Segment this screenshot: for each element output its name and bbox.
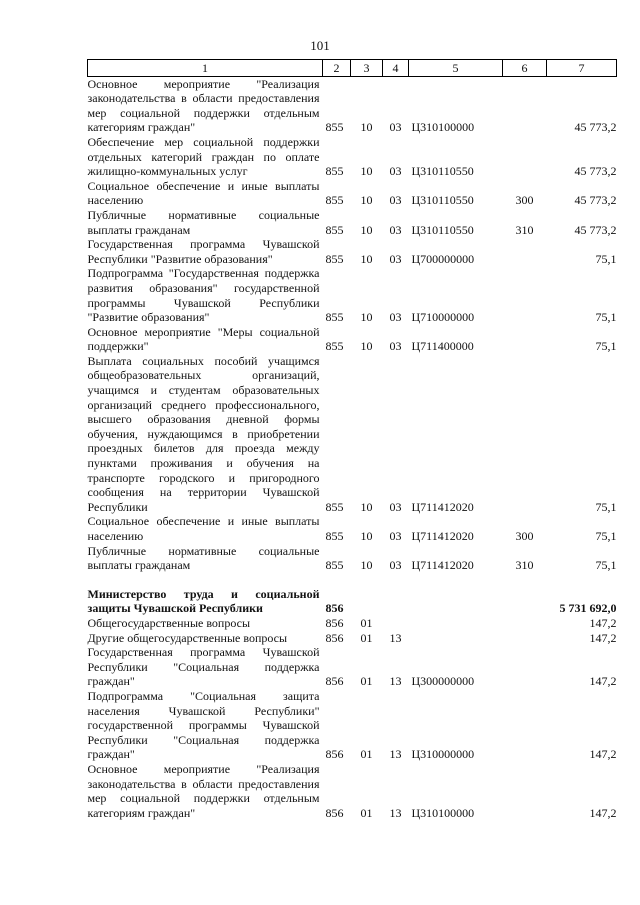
ministry-code: 855 — [325, 164, 344, 179]
section-code: 10 — [360, 222, 373, 237]
row-name: Подпрограмма "Социальная защита населения Чувашской Республики" государственной программы Чувашской Республики "Социальная поддержка граждан" — [87, 688, 320, 762]
table-row — [88, 631, 617, 646]
table-row — [88, 179, 617, 208]
subsection-code: 03 — [389, 529, 402, 543]
expense-kind — [503, 325, 547, 354]
section-code: 10 — [360, 558, 373, 573]
amount: 147,2 — [589, 674, 617, 689]
expense-kind — [503, 645, 547, 689]
ministry-code: 855 — [325, 251, 344, 266]
row-name: Обеспечение мер социальной поддержки отдельных категорий граждан по оплате жилищно-коммунальных услуг — [87, 134, 320, 179]
header-col-1: 1 — [88, 60, 323, 77]
section-code: 01 — [360, 747, 373, 762]
table-row — [88, 135, 617, 179]
ministry-code: 855 — [325, 339, 344, 354]
subsection-code: 03 — [389, 120, 402, 135]
ministry-code: 855 — [325, 310, 344, 325]
target-article: Ц700000000 — [411, 251, 475, 266]
expense-kind: 300 — [515, 529, 534, 543]
header-col-2: 2 — [323, 60, 351, 77]
ministry-code: 856 — [325, 601, 344, 616]
target-article: Ц300000000 — [411, 674, 475, 689]
expense-kind: 310 — [515, 558, 534, 573]
expense-kind — [503, 689, 547, 762]
amount: 5 731 692,0 — [559, 601, 617, 616]
section-code: 01 — [360, 630, 373, 645]
spacer-row — [88, 573, 617, 587]
table-row — [88, 689, 617, 762]
row-name: Социальное обеспечение и иные выплаты населению — [87, 514, 320, 543]
subsection-code: 03 — [389, 499, 402, 514]
expense-kind — [503, 762, 547, 820]
subsection-code: 13 — [389, 805, 402, 820]
header-col-7: 7 — [547, 60, 617, 77]
table-row — [88, 208, 617, 237]
amount: 45 773,2 — [574, 164, 617, 179]
header-col-5: 5 — [409, 60, 503, 77]
header-col-3: 3 — [351, 60, 383, 77]
amount: 147,2 — [589, 747, 617, 762]
page-number: 101 — [310, 38, 330, 53]
section-code: 10 — [360, 120, 373, 135]
table-row — [88, 354, 617, 515]
expense-kind — [503, 631, 547, 646]
ministry-code: 855 — [325, 558, 344, 573]
ministry-code: 856 — [325, 630, 344, 645]
ministry-code: 856 — [325, 805, 344, 820]
column-number-header — [88, 60, 617, 77]
subsection-code: 03 — [389, 558, 402, 573]
target-article — [409, 616, 503, 631]
row-name: Государственная программа Чувашской Республики "Социальная поддержка граждан" — [87, 645, 320, 689]
table-body — [88, 76, 617, 820]
section-code: 01 — [360, 674, 373, 689]
spacer-cell — [88, 573, 617, 587]
amount: 45 773,2 — [574, 120, 617, 135]
target-article: Ц310100000 — [411, 120, 475, 135]
subsection-code: 03 — [389, 164, 402, 179]
expense-kind: 300 — [515, 193, 534, 208]
section-code: 01 — [360, 615, 373, 630]
amount: 147,2 — [589, 805, 617, 820]
table-row — [88, 76, 617, 135]
amount: 147,2 — [589, 630, 617, 645]
subsection-code: 13 — [389, 674, 402, 689]
table-row — [88, 325, 617, 354]
section-code: 10 — [360, 339, 373, 354]
target-article: Ц711400000 — [411, 339, 474, 354]
ministry-code: 856 — [325, 747, 344, 762]
row-name: Публичные нормативные социальные выплаты гражданам — [87, 207, 320, 237]
expense-kind — [503, 76, 547, 135]
subsection-code: 13 — [389, 747, 402, 762]
amount: 45 773,2 — [574, 193, 617, 208]
target-article: Ц711412020 — [411, 529, 474, 543]
ministry-code: 856 — [325, 615, 344, 630]
row-name: Государственная программа Чувашской Республики "Развитие образования" — [87, 237, 320, 266]
ministry-code: 855 — [325, 499, 344, 514]
table-row — [88, 645, 617, 689]
ministry-code: 856 — [325, 674, 344, 689]
table-row — [88, 587, 617, 616]
subsection-code: 03 — [389, 310, 402, 325]
subsection-code: 03 — [389, 193, 402, 208]
expense-kind — [503, 616, 547, 631]
section-code: 10 — [360, 164, 373, 179]
subsection-code: 03 — [389, 339, 402, 354]
subsection-code — [383, 587, 409, 616]
table-row — [88, 762, 617, 820]
row-name: Основное мероприятие "Меры социальной поддержки" — [87, 324, 320, 354]
expense-kind — [503, 354, 547, 515]
row-name: Основное мероприятие "Реализация законодательства в области предоставления мер социальной поддержки отдельным категориям граждан" — [87, 76, 320, 135]
amount: 75,1 — [595, 558, 617, 573]
target-article: Ц310110550 — [411, 193, 474, 208]
expense-kind — [503, 266, 547, 324]
subsection-code: 03 — [389, 251, 402, 266]
ministry-code: 855 — [325, 222, 344, 237]
ministry-code: 855 — [325, 120, 344, 135]
section-code: 10 — [360, 310, 373, 325]
amount: 75,1 — [595, 499, 617, 514]
table-row — [88, 514, 617, 543]
row-name: Социальное обеспечение и иные выплаты населению — [87, 178, 320, 208]
subsection-code — [383, 616, 409, 631]
target-article: Ц310000000 — [411, 747, 475, 762]
target-article: Ц310110550 — [411, 222, 474, 237]
ministry-code: 855 — [325, 193, 344, 208]
section-code: 10 — [360, 193, 373, 208]
section-code: 10 — [360, 499, 373, 514]
row-name: Основное мероприятие "Реализация законодательства в области предоставления мер социальной поддержки отдельным категориям граждан" — [87, 761, 320, 820]
subsection-code: 13 — [389, 630, 402, 645]
expense-kind — [503, 237, 547, 266]
budget-table — [87, 59, 617, 820]
row-name: Общегосударственные вопросы — [87, 615, 251, 630]
section-code — [351, 587, 383, 616]
row-name: Подпрограмма "Государственная поддержка развития образования" государственной программы Чувашской Республики "Развитие образования" — [87, 266, 320, 325]
amount: 75,1 — [595, 339, 617, 354]
header-col-4: 4 — [383, 60, 409, 77]
target-article — [409, 631, 503, 646]
table-row — [88, 266, 617, 324]
table-row — [88, 237, 617, 266]
target-article: Ц711412020 — [411, 558, 474, 573]
expense-kind — [503, 135, 547, 179]
target-article — [409, 587, 503, 616]
section-code: 01 — [360, 805, 373, 820]
header-col-6: 6 — [503, 60, 547, 77]
table-row — [88, 616, 617, 631]
target-article: Ц710000000 — [411, 310, 475, 325]
expense-kind — [503, 587, 547, 616]
amount: 75,1 — [595, 310, 617, 325]
section-code: 10 — [360, 529, 373, 543]
target-article: Ц711412020 — [411, 499, 474, 514]
amount: 75,1 — [595, 251, 617, 266]
expense-kind: 310 — [515, 222, 534, 237]
amount: 45 773,2 — [574, 222, 617, 237]
row-name: Другие общегосударственные вопросы — [87, 630, 288, 645]
target-article: Ц310110550 — [411, 164, 474, 179]
row-name: Министерство труда и социальной защиты Чувашской Республики — [87, 586, 320, 616]
amount: 75,1 — [595, 529, 617, 543]
row-name: Публичные нормативные социальные выплаты гражданам — [87, 543, 320, 573]
section-code: 10 — [360, 251, 373, 266]
row-name: Выплата социальных пособий учащимся общеобразовательных организаций, учащимся и студентам образовательных организаций среднего профессионального, высшего образования дневной формы обучения, нуждающимся в приобретении проездных билетов для проезда между пунктами проживания и обучения на транспорте городского и пригородного сообщения на территории Чувашской Республики — [87, 353, 320, 514]
amount: 147,2 — [589, 615, 617, 630]
subsection-code: 03 — [389, 222, 402, 237]
ministry-code: 855 — [325, 529, 344, 543]
target-article: Ц310100000 — [411, 805, 475, 820]
table-row — [88, 544, 617, 573]
